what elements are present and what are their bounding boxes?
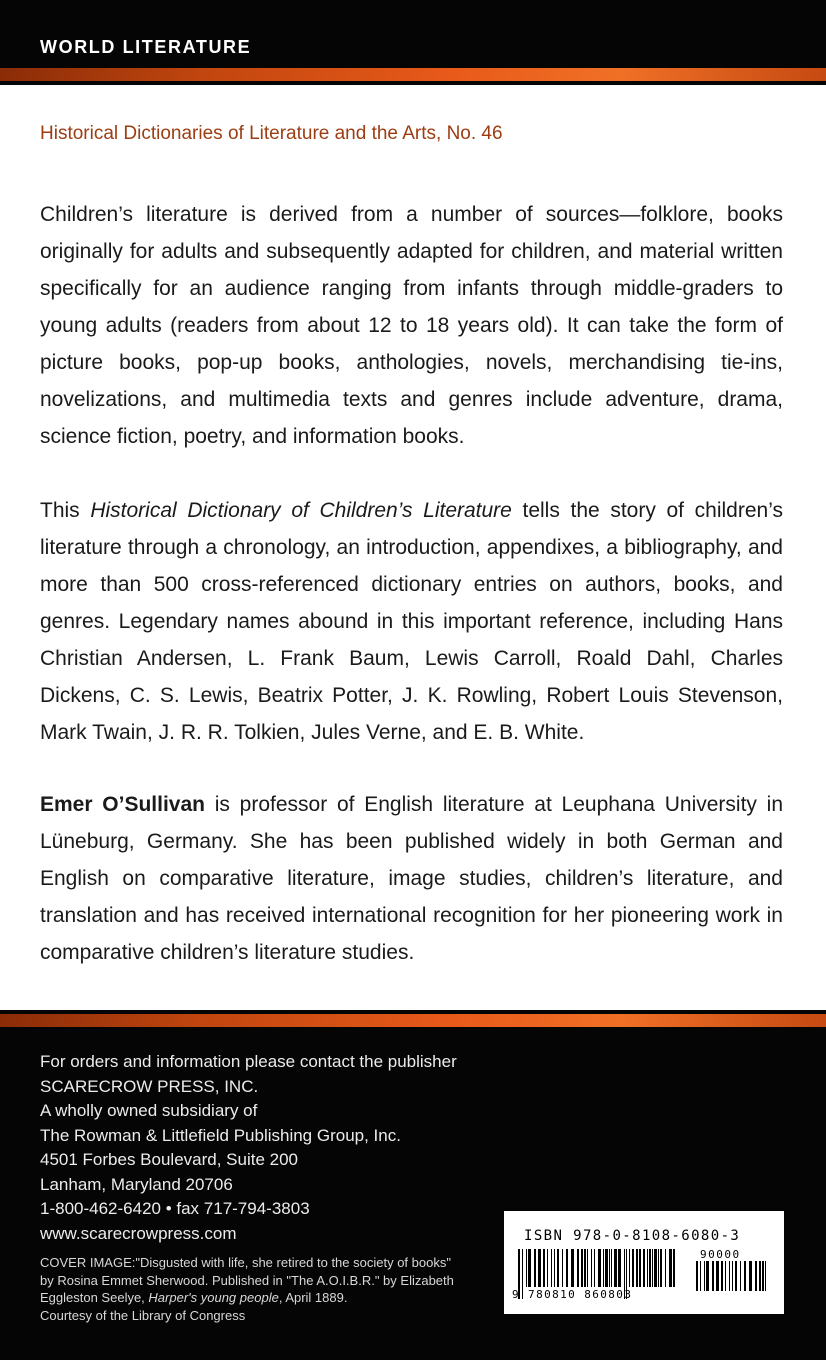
paragraph-2-rest: tells the story of children’s literature through a chronology, an introduction, appendixes, a bibliography, and more than 500 cross-referenced dictionary entries on authors, books, and genres. Legendary names abound in this important reference, including Hans Christian Andersen, L. Frank Baum, Lewis Carroll, Roald Dahl, Charles Dickens, C. S. Lewis, Beatrix Potter, J. K. Rowling, Robert Louis Stevenson, Mark Twain, J. R. R. Tolkien, Jules Verne, and E. B. White. <box>40 499 783 744</box>
barcode-bar <box>706 1261 709 1291</box>
description-paragraph-1: Children’s literature is derived from a number of sources—folklore, books originally for adults and subsequently adapted for children, and material written specifically for an audience ranging from infants through middle-graders to young adults (readers from about 12 to 18 years old). It can take the form of picture books, pop-up books, anthologies, novels, merchandising tie-ins, novelizations, and multimedia texts and genres include adventure, drama, science fiction, poetry, and information books. <box>40 203 783 448</box>
author-name: Emer O’Sullivan <box>40 793 205 816</box>
credit-line-3 <box>40 1289 500 1307</box>
bottom-orange-stripe <box>0 1014 826 1027</box>
credit-line-2: by Rosina Emmet Sherwood. Published in "The A.O.I.B.R." by Elizabeth <box>40 1272 454 1288</box>
barcode-bar <box>526 1249 527 1287</box>
barcode-bar <box>759 1261 761 1291</box>
barcode-bar <box>665 1249 666 1287</box>
barcode-bar <box>755 1261 757 1291</box>
barcode-bar <box>554 1249 555 1287</box>
barcode-bar <box>587 1249 588 1287</box>
book-title: Historical Dictionary of Children’s Literature <box>90 499 512 522</box>
cover-credit <box>40 1254 500 1324</box>
paragraph-2-lead: This <box>40 499 91 522</box>
barcode-bar <box>732 1261 733 1291</box>
barcode-bar <box>704 1261 705 1291</box>
barcode-bar <box>749 1261 752 1291</box>
barcode-bar <box>598 1249 601 1287</box>
barcode-bar <box>609 1249 610 1287</box>
barcode-bar <box>571 1249 574 1287</box>
barcode-bar <box>721 1261 723 1291</box>
barcode-bar <box>696 1261 698 1291</box>
barcode-bar <box>577 1249 579 1287</box>
barcode-bar <box>735 1261 737 1291</box>
barcode-bar <box>725 1261 726 1291</box>
parent-company: The Rowman & Littlefield Publishing Group, Inc. <box>40 1125 401 1145</box>
barcode-bar <box>562 1249 563 1287</box>
barcode-bar <box>538 1249 541 1287</box>
author-bio <box>40 786 783 971</box>
barcode-bar <box>643 1249 645 1287</box>
barcode-bar <box>581 1249 583 1287</box>
barcode-bar <box>740 1261 741 1291</box>
barcode-bar <box>618 1249 621 1287</box>
barcode-bar <box>647 1249 648 1287</box>
barcode-bar <box>584 1249 586 1287</box>
credit-line-1: COVER IMAGE:"Disgusted with life, she retired to the society of books" <box>40 1255 451 1270</box>
barcode-bar <box>762 1261 764 1291</box>
barcode-bar <box>716 1261 719 1291</box>
barcode-bar <box>652 1249 653 1287</box>
author-bio-text: is professor of English literature at Leuphana University in Lüneburg, Germany. She has been published widely in both German and English on comparative literature, image studies, children’s literature, and translation and has received international recognition for her pioneering work in comparative children’s literature studies. <box>40 793 784 964</box>
subsidiary-note: A wholly owned subsidiary of <box>40 1101 258 1120</box>
barcode-bars-addon <box>696 1261 768 1303</box>
barcode-bar <box>614 1249 617 1287</box>
barcode-bar <box>547 1249 548 1287</box>
barcode-bar <box>605 1249 608 1287</box>
magazine-title: Harper's young people <box>148 1290 279 1305</box>
barcode-bar <box>660 1249 662 1287</box>
top-orange-stripe <box>0 68 826 81</box>
barcode-bar <box>629 1249 630 1287</box>
barcode-bar <box>528 1249 531 1287</box>
barcode-bar <box>639 1249 641 1287</box>
isbn-barcode <box>504 1211 784 1314</box>
street-address: 4501 Forbes Boulevard, Suite 200 <box>40 1150 299 1169</box>
phone-fax: 1-800-462-6420 • fax 717-794-3803 <box>40 1199 310 1218</box>
barcode-bar <box>712 1261 714 1291</box>
top-dark-rule <box>0 81 826 85</box>
barcode-bar <box>669 1249 672 1287</box>
credit-line-4: Courtesy of the Library of Congress <box>40 1307 246 1323</box>
city-state: Lanham, Maryland 20706 <box>40 1174 233 1194</box>
barcode-bar <box>765 1261 766 1291</box>
barcode-bar <box>700 1261 701 1291</box>
barcode-bar <box>611 1249 612 1287</box>
series-label: WORLD LITERATURE <box>40 37 252 57</box>
credit-line-3-lead: Eggleston Seelye, <box>40 1290 149 1305</box>
barcode-bar <box>649 1249 651 1287</box>
isbn-label: ISBN 978-0-8108-6080-3 <box>524 1228 741 1244</box>
barcode-bar <box>591 1249 592 1287</box>
price-code: 90000 <box>700 1248 741 1261</box>
barcode-bar <box>673 1249 675 1287</box>
barcode-bar <box>566 1249 568 1287</box>
barcode-bar <box>594 1249 595 1287</box>
barcode-bar <box>603 1249 604 1287</box>
credit-line-3-rest: , April 1889. <box>278 1290 348 1305</box>
barcode-bar <box>632 1249 634 1287</box>
publisher-name: SCARECROW PRESS, INC. <box>40 1076 259 1096</box>
barcode-bar <box>636 1249 638 1287</box>
contact-intro: For orders and information please contact the publisher <box>40 1052 457 1071</box>
description-paragraph-2 <box>40 492 783 751</box>
barcode-bar <box>551 1249 552 1287</box>
barcode-bar <box>744 1261 746 1291</box>
series-title: Historical Dictionaries of Literature and the Arts, No. 46 <box>40 123 503 144</box>
barcode-bar <box>658 1249 659 1287</box>
barcode-digits: 9 780810 860803 <box>512 1288 633 1301</box>
barcode-bar <box>654 1249 657 1287</box>
publisher-website[interactable]: www.scarecrowpress.com <box>40 1223 237 1243</box>
publisher-contact <box>40 1050 457 1246</box>
barcode-bar <box>557 1249 559 1287</box>
barcode-bar <box>543 1249 545 1287</box>
barcode-bar <box>534 1249 536 1287</box>
barcode-bar <box>729 1261 730 1291</box>
